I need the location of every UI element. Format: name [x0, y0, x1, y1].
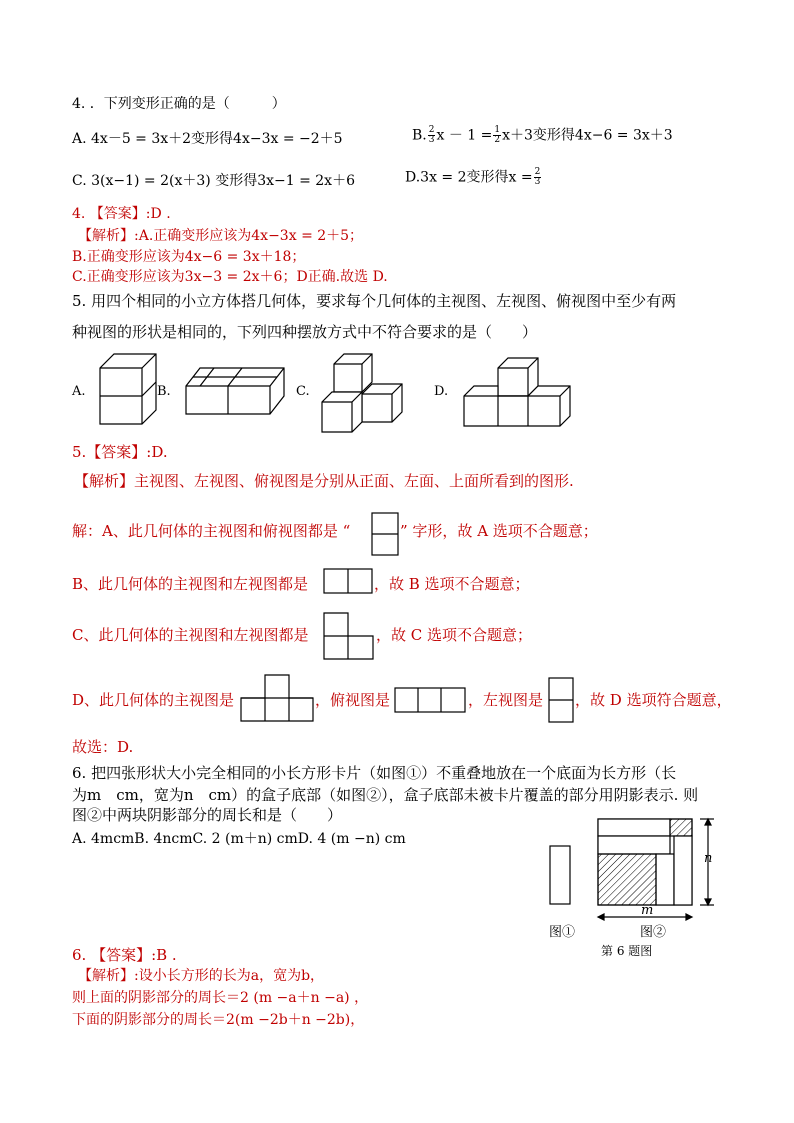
view-column-two-squares — [548, 677, 574, 723]
q5-label-d: D. — [434, 384, 449, 399]
q4-option-b-label: B. — [412, 127, 427, 144]
q5-label-c: C. — [296, 384, 310, 399]
q4-explanation-1: 【解析】:A.正确变形应该为4x−3x = 2＋5； — [78, 228, 364, 244]
q6-stem-line-2: 为m cm，宽为n cm）的盒子底部（如图②），盒子底部未被卡片覆盖的部分用阴影表示. 则 — [72, 786, 699, 804]
cube-l-figure-c — [320, 352, 408, 434]
q5-solution-d-top-text: ，俯视图是 — [315, 691, 391, 709]
view-horizontal-two-squares — [323, 568, 373, 594]
q4-option-a: A. 4x－5 = 3x＋2变形得4x−3x = −2＋5 — [72, 131, 343, 147]
q6-explanation-3: 下面的阴影部分的周长＝2(m −2b＋n −2b)， — [72, 1012, 365, 1028]
fraction: $\frac{2}{3}$ — [534, 167, 541, 187]
q4-option-d — [405, 168, 542, 187]
q4-answer: 4. 【答案】:D . — [72, 206, 171, 222]
card-rectangle-figure-1 — [549, 845, 573, 907]
q4-option-d-text: D.3x = 2变形得x = — [405, 169, 533, 186]
cube-step-figure-d — [462, 356, 576, 428]
view-row-three-squares — [394, 687, 466, 713]
q6-explanation-1: 【解析】:设小长方形的长为a，宽为b， — [78, 968, 325, 984]
view-t-shape-four-squares — [240, 674, 314, 722]
q4-option-b — [412, 126, 673, 145]
q4-explanation-3: C.正确变形应该为3x−3 = 2x＋6；D正确.故选 D. — [72, 269, 388, 285]
dimension-n-label: n — [704, 851, 713, 866]
q5-solution-a-end: ” 字形，故 A 选项不合题意； — [400, 522, 598, 540]
q5-solution-c-end: ，故 C 选项不合题意； — [376, 626, 533, 644]
q5-solution-d-left-text: ，左视图是 — [468, 691, 544, 709]
q5-stem-line-1: 5. 用四个相同的小立方体搭几何体，要求每个几何体的主视图、左视图、俯视图中至少有两 — [72, 292, 677, 310]
q4-option-c: C. 3(x−1) = 2(x＋3) 变形得3x−1 = 2x＋6 — [72, 173, 355, 189]
q6-stem-line-1: 6. 把四张形状大小完全相同的小长方形卡片（如图①）不重叠地放在一个底面为长方形（长 — [72, 764, 677, 782]
q6-options: A. 4mcmB. 4ncmC. 2 (m＋n) cmD. 4 (m −n) cm — [72, 831, 406, 847]
q6-stem-line-3: 图②中两块阴影部分的周长和是（ ） — [72, 806, 343, 824]
cube-row-figure-b — [184, 364, 288, 420]
q4-option-b-mid: x － 1 = — [436, 127, 493, 144]
q5-label-b: B. — [157, 384, 171, 399]
q5-solution-d-end: ，故 D 选项符合题意， — [575, 691, 732, 709]
q5-answer: 5.【答案】:D. — [72, 443, 168, 461]
q5-solution-d-main-text: D、此几何体的主视图是 — [72, 691, 235, 709]
q6-answer: 6. 【答案】:B . — [72, 946, 177, 964]
q5-solution-a-text: 解：A、此几何体的主视图和俯视图都是 “ — [72, 522, 351, 540]
cube-stack-figure-a — [98, 350, 160, 432]
q5-explanation-text: 【解析】主视图、左视图、俯视图是分别从正面、左面、上面所看到的图形. — [74, 472, 574, 490]
fig1-label: 图① — [549, 925, 576, 940]
q6-explanation-2: 则上面的阴影部分的周长＝2 (m −a＋n −a) ， — [72, 990, 369, 1006]
q4-explanation-2: B.正确变形应该为4x−6 = 3x＋18； — [72, 249, 306, 265]
box-with-cards-figure-2 — [596, 817, 726, 921]
q5-solution-b-text: B、此几何体的主视图和左视图都是 — [72, 575, 309, 593]
fraction: $\frac{2}{3}$ — [428, 125, 435, 145]
q5-stem-line-2: 种视图的形状是相同的，下列四种摆放方式中不符合要求的是（ ） — [72, 323, 538, 341]
figure-caption: 第 6 题图 — [601, 944, 653, 958]
dimension-m-label: m — [641, 903, 654, 918]
q5-conclusion: 故选：D. — [72, 738, 134, 756]
q5-solution-c-text: C、此几何体的主视图和左视图都是 — [72, 626, 309, 644]
q4-option-b-rest: x＋3变形得4x−6 = 3x＋3 — [502, 127, 673, 144]
q4-stem: 4. ．下列变形正确的是（ ） — [72, 96, 286, 112]
fig2-label: 图② — [640, 925, 667, 940]
q5-label-a: A. — [72, 384, 86, 399]
q5-solution-b-end: ，故 B 选项不合题意； — [374, 575, 530, 593]
q5-explanation — [74, 472, 574, 490]
view-l-shape-three-squares — [323, 612, 375, 660]
fraction: $\frac{1}{2}$ — [494, 125, 501, 145]
view-vertical-two-squares — [371, 512, 399, 556]
